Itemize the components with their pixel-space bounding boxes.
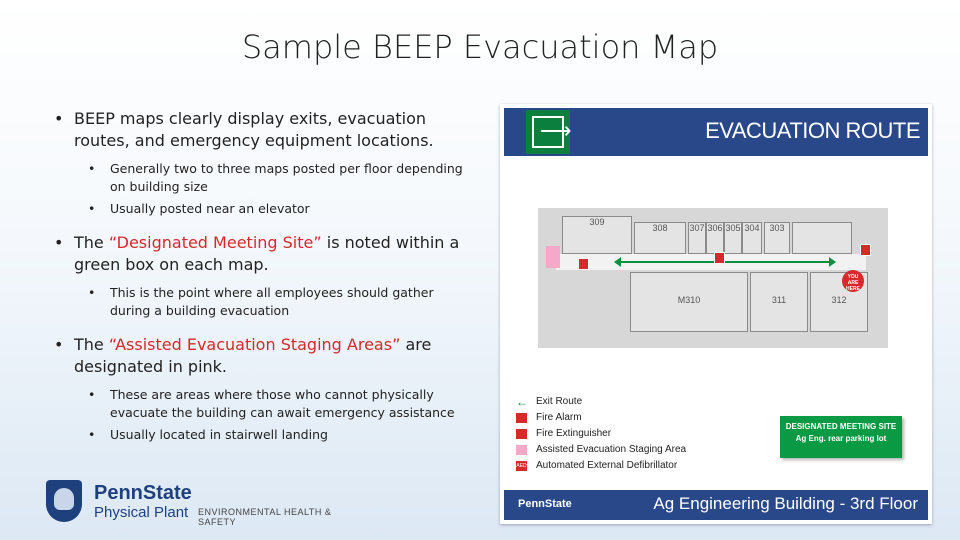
logo-physical-plant: Physical Plant	[94, 504, 189, 521]
room-label: 308	[652, 223, 668, 233]
legend-label: Fire Alarm	[536, 412, 582, 423]
legend-label: Automated External Defibrillator	[536, 460, 678, 471]
bullet-exits: • BEEP maps clearly display exits, evacuation routes, and emergency equipment locations.	[52, 108, 472, 152]
room-309	[562, 216, 632, 254]
running-man-icon: ⟶	[540, 118, 572, 143]
bullet-text: The	[74, 233, 109, 252]
exit-route-arrow-icon	[620, 261, 830, 263]
arrow-left-icon: ←	[516, 395, 528, 409]
highlight-meeting-site: “Designated Meeting Site”	[108, 233, 322, 252]
floor-plan	[538, 208, 888, 348]
bullet-group-2	[52, 232, 472, 320]
bullet-staging-areas	[52, 334, 472, 378]
map-header-title: EVACUATION ROUTE	[705, 118, 920, 143]
sub-bullet-maps-per-floor: • Generally two to three maps posted per floor depending on building size	[52, 160, 472, 196]
sub-bullet-await-assistance: • These are areas where those who cannot physically evacuate the building can await emergency assistance	[52, 386, 472, 422]
bullet-group-3	[52, 334, 472, 444]
slide-title: Sample BEEP Evacuation Map	[241, 28, 719, 66]
sub-bullet-gather-point: • This is the point where all employees should gather during a building evacuation	[52, 284, 472, 320]
room-label: 311	[771, 295, 787, 305]
logo-department: ENVIRONMENTAL HEALTH & SAFETY	[198, 507, 332, 527]
bullet-meeting-site	[52, 232, 472, 276]
room-label: 306	[707, 223, 723, 233]
room-304	[742, 222, 762, 254]
exit-sign-icon	[526, 110, 570, 154]
legend-label: Assisted Evacuation Staging Area	[536, 444, 687, 455]
bullet-text: is noted within a green box on each map.	[74, 233, 460, 274]
legend-exit-route	[516, 394, 686, 410]
footer-building-title: Ag Engineering Building - 3rd Floor	[653, 494, 918, 513]
meeting-site-title: DESIGNATED MEETING SITE	[785, 422, 897, 431]
room-311	[750, 272, 808, 332]
room-label: 312	[831, 295, 847, 305]
room-label: 305	[725, 223, 741, 233]
map-footer	[504, 490, 928, 520]
legend-aed	[516, 458, 686, 474]
legend-fire-alarm	[516, 410, 686, 426]
meeting-site-location: Ag Eng. rear parking lot	[795, 434, 887, 443]
bullet-list	[52, 108, 472, 458]
map-legend	[516, 394, 686, 474]
room-label: M310	[677, 295, 701, 305]
evacuation-map	[500, 104, 932, 524]
sub-bullet-near-elevator: • Usually posted near an elevator	[52, 200, 472, 218]
bullet-text: The	[74, 335, 109, 354]
room-M310	[630, 272, 748, 332]
highlight-staging-areas: “Assisted Evacuation Staging Areas”	[108, 335, 401, 354]
staging-area-marker	[546, 246, 560, 268]
room-308	[634, 222, 686, 254]
legend-fire-extinguisher	[516, 426, 686, 442]
room-306	[706, 222, 724, 254]
logo-pennstate: PennState	[94, 482, 192, 504]
restrooms	[792, 222, 852, 254]
aed-icon: AED	[516, 463, 527, 469]
room-303	[764, 222, 790, 254]
footer-pennstate-logo: PennState	[518, 498, 572, 510]
fire-alarm-icon	[578, 258, 589, 270]
fire-alarm-icon	[516, 413, 527, 423]
room-label: 309	[589, 217, 605, 227]
bullet-group-1	[52, 108, 472, 218]
nittany-lion-shield-icon	[46, 480, 82, 522]
fire-alarm-icon	[860, 244, 871, 256]
penn-state-logo	[46, 480, 366, 528]
legend-label: Exit Route	[536, 396, 583, 407]
fire-extinguisher-icon	[714, 252, 725, 264]
room-label: 304	[744, 223, 760, 233]
room-label: 307	[689, 223, 705, 233]
bullet-text: are designated in pink.	[74, 335, 432, 376]
sub-bullet-stairwell: • Usually located in stairwell landing	[52, 426, 472, 444]
map-header	[504, 108, 928, 156]
room-305	[724, 222, 742, 254]
room-307	[688, 222, 706, 254]
you-are-here-marker: YOU ARE HERE	[842, 270, 864, 292]
room-label: 303	[769, 223, 785, 233]
staging-area-swatch	[516, 445, 527, 455]
fire-extinguisher-icon	[516, 429, 527, 439]
legend-label: Fire Extinguisher	[536, 428, 612, 439]
designated-meeting-site-box	[780, 416, 902, 458]
legend-staging-area	[516, 442, 686, 458]
